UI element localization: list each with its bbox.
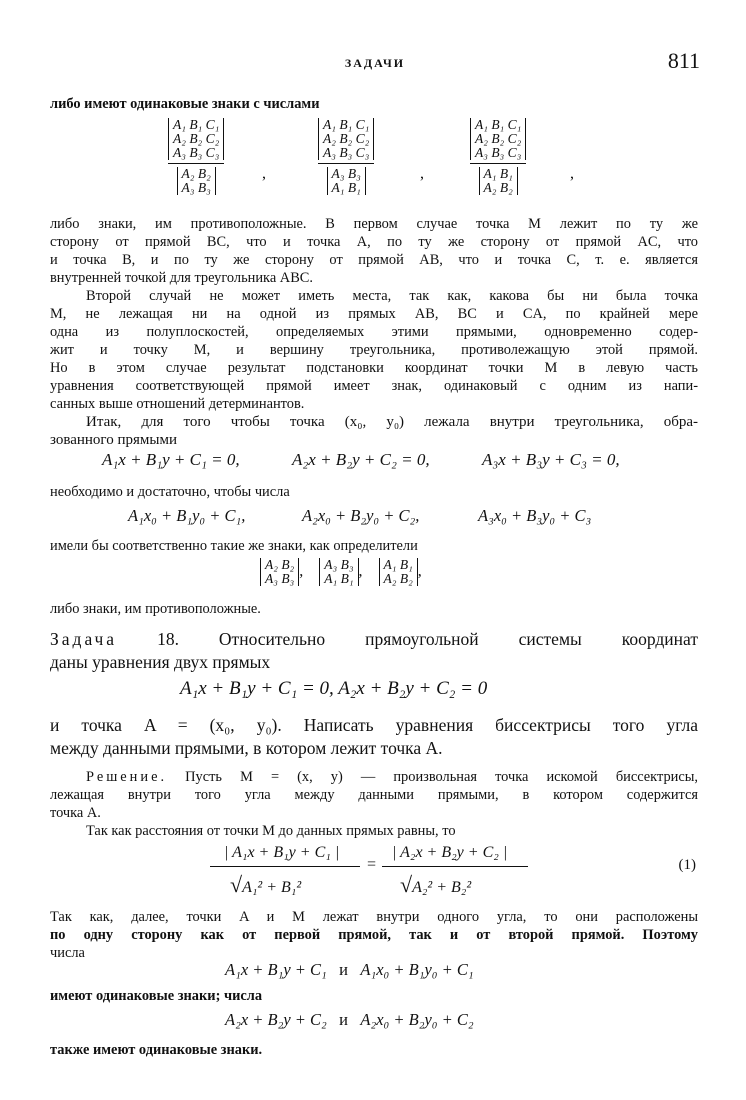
- text-line: по одну сторону как от первой прямой, так и от второй прямой. Поэтому: [50, 927, 698, 943]
- determinant: A₃ B₃ A₁ B₁: [327, 167, 366, 195]
- text-line: Второй случай не может иметь места, так как, какова бы ни была точка: [86, 288, 698, 304]
- comma: ,: [262, 165, 266, 182]
- formula-line-3: A₃x + B₃y + C₃ = 0,: [482, 450, 620, 469]
- formula-pair-1: A₁x + B₁y + C₁ и A₁x₀ + B₁y₀ + C₁: [225, 960, 474, 979]
- text-line: имели бы соответственно такие же знаки, как определители: [50, 538, 418, 554]
- eq1-numerator-left: | A₁x + B₁y + C₁ |: [224, 844, 340, 861]
- eq1-equals: =: [366, 856, 377, 873]
- text-line: Так как расстояния от точки M до данных прямых равны, то: [86, 823, 456, 839]
- determinant: A₂ B₂ A₃ B₃: [177, 167, 216, 195]
- determinant: A₁ B₁ C₁ A₂ B₂ C₂ A₃ B₃ C₃: [318, 118, 374, 160]
- formula-pair-2: A₂x + B₂y + C₂ и A₂x₀ + B₂y₀ + C₂: [225, 1010, 474, 1029]
- determinant: A₁ B₁ A₂ B₂: [479, 167, 518, 195]
- text-line: точка A.: [50, 805, 101, 821]
- text-line: имеют одинаковые знаки; числа: [50, 988, 263, 1004]
- formula-line-1: A₁x + B₁y + C₁ = 0,: [102, 450, 240, 469]
- text-line: Но в этом случае результат подстановки координат точки M в левую часть: [50, 360, 698, 376]
- page-number: 811: [667, 48, 700, 73]
- sqrt-symbol: √: [230, 872, 243, 897]
- det-fraction-3: [470, 118, 526, 195]
- determinant: A₁ B₁ C₁ A₂ B₂ C₂ A₃ B₃ C₃: [168, 118, 224, 160]
- task-text: 18. Относительно прямоугольной системы координат: [157, 629, 698, 649]
- sqrt-symbol: √: [400, 872, 413, 897]
- solution-text: Пусть M = (x, y) — произвольная точка искомой биссектрисы,: [185, 769, 698, 785]
- determinant: A₃ B₃ A₁ B₁: [319, 558, 358, 586]
- text-line: жит и точку M, и вершину треугольника, противолежащую этой прямой.: [50, 342, 698, 358]
- text-line: одна из полуплоскостей, определяемых этими прямыми, одновременно содер-: [50, 324, 698, 340]
- text-line: лежащая внутри того угла между данными прямыми, в котором содержится: [50, 787, 698, 803]
- text-line: и точка A = (x₀, y₀). Написать уравнения биссектрисы того угла: [50, 715, 698, 735]
- text-line: санных выше отношений детерминантов.: [50, 396, 305, 412]
- det-fraction-1: [168, 118, 224, 195]
- text-line: либо знаки, им противоположные.: [50, 601, 261, 617]
- eq1-denominator-left: A₁² + B₁²: [242, 879, 302, 896]
- text-line: числа: [50, 945, 85, 961]
- task-heading: [50, 628, 698, 650]
- formula-number-2: A₂x₀ + B₂y₀ + C₂,: [302, 506, 420, 525]
- determinant: A₁ B₁ C₁ A₂ B₂ C₂ A₃ B₃ C₃: [470, 118, 526, 160]
- determinant: A₂ B₂ A₃ B₃: [260, 558, 299, 586]
- det-fraction-2: [318, 118, 374, 195]
- text-line: и точка B, и по ту же сторону от прямой AB, что и точка C, т. е. является: [50, 252, 698, 268]
- solution-label: Решение.: [86, 769, 168, 785]
- text-line: либо знаки, им противоположные. В первом случае точка M лежит по ту же: [50, 216, 698, 232]
- formula-number-3: A₃x₀ + B₃y₀ + C₃: [478, 506, 592, 525]
- equation-number: (1): [678, 857, 696, 873]
- task-label: Задача: [50, 629, 118, 649]
- small-determinants: A₂ B₂ A₃ B₃ , A₃ B₃ A₁ B₁ , A₁ B₁ A₂ B₂ ,: [260, 558, 422, 586]
- running-head: ЗАДАЧИ: [344, 56, 406, 70]
- text-line: либо имеют одинаковые знаки с числами: [50, 96, 320, 112]
- text-line: внутренней точкой для треугольника ABC.: [50, 270, 313, 286]
- solution-line: [86, 768, 698, 786]
- equation-1: [210, 844, 530, 900]
- text-line: уравнения соответствующей прямой имеет знак, одинаковый с одним из напи-: [50, 378, 698, 394]
- text-line: даны уравнения двух прямых: [50, 652, 271, 672]
- determinant: A₁ B₁ A₂ B₂: [379, 558, 418, 586]
- eq1-denominator-right: A₂² + B₂²: [412, 879, 472, 896]
- formula-number-1: A₁x₀ + B₁y₀ + C₁,: [128, 506, 246, 525]
- formula-task-lines: A₁x + B₁y + C₁ = 0, A₂x + B₂y + C₂ = 0: [180, 678, 488, 699]
- eq1-numerator-right: | A₂x + B₂y + C₂ |: [392, 844, 508, 861]
- text-line: M, не лежащая ни на одной из прямых AB, BC и CA, по крайней мере: [50, 306, 698, 322]
- text-line: Итак, для того чтобы точка (x₀, y₀) лежала внутри треугольника, обра-: [86, 414, 698, 430]
- text-line: Так как, далее, точки A и M лежат внутри одного угла, то они расположены: [50, 909, 698, 925]
- text-line: необходимо и достаточно, чтобы числа: [50, 484, 290, 500]
- text-line: зованного прямыми: [50, 432, 177, 448]
- text-line: между данными прямыми, в котором лежит точка A.: [50, 738, 443, 758]
- formula-line-2: A₂x + B₂y + C₂ = 0,: [292, 450, 430, 469]
- comma: ,: [420, 165, 424, 182]
- text-line: сторону от прямой BC, что и точка A, по ту же сторону от прямой AC, что: [50, 234, 698, 250]
- text-line: также имеют одинаковые знаки.: [50, 1042, 263, 1058]
- page-header: [50, 48, 700, 78]
- comma: ,: [570, 165, 574, 182]
